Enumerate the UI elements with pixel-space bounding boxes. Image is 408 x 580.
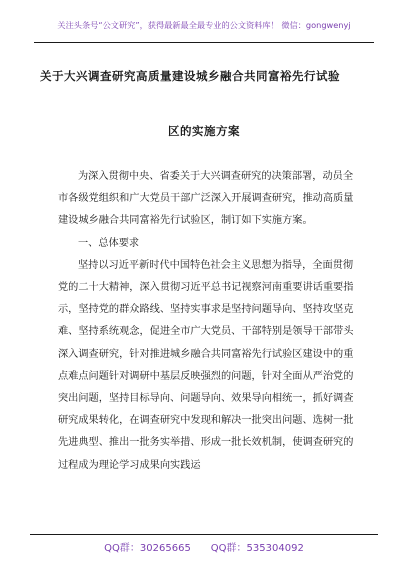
header-divider: [34, 42, 374, 43]
section-heading: 一、总体要求: [78, 237, 140, 249]
document-body: [58, 166, 358, 477]
document-title-line-2: 区的实施方案: [168, 124, 240, 138]
header-promo-text: 关注头条号“公文研究”，获得最新最全最专业的公文资料库！ 微信：gongwenyj: [57, 20, 351, 30]
footer-divider: [30, 534, 378, 535]
intro-paragraph: 为深入贯彻中央、省委关于大兴调查研究的决策部署，动员全市各级党组织和广大党员干部广泛深入开展调查研究，推动高质量建设城乡融合共同富裕先行试验区，制订如下实施方案。: [58, 171, 354, 227]
document-title-line-1: 关于大兴调查研究高质量建设城乡融合共同富裕先行试验: [40, 69, 340, 83]
section-body-paragraph: 坚持以习近平新时代中国特色社会主义思想为指导，全面贯彻党的二十大精神，深入贯彻习近平总书记视察河南重要讲话重要指示，坚持党的群众路线、坚持实事求是坚持问题导向、坚持攻坚克难、坚持系统观念，促进全市广大党员、干部特别是领导干部带头深入调查研究，针对推进城乡融合共同富裕先行试验区建设中的重点难点问题针对调研中基层反映强烈的问题，针对全面从严治党的突出问题，坚持目标导向、问题导向、效果导向相统一，抓好调查研究成果转化，在调查研究中发现和解决一批突出问题、选树一批先进典型、推出一批务实举措、形成一批长效机制，使调查研究的过程成为理论学习成果向实践运: [58, 259, 354, 471]
footer-qq-groups: QQ群：30265665 QQ群：535304092: [104, 543, 304, 554]
